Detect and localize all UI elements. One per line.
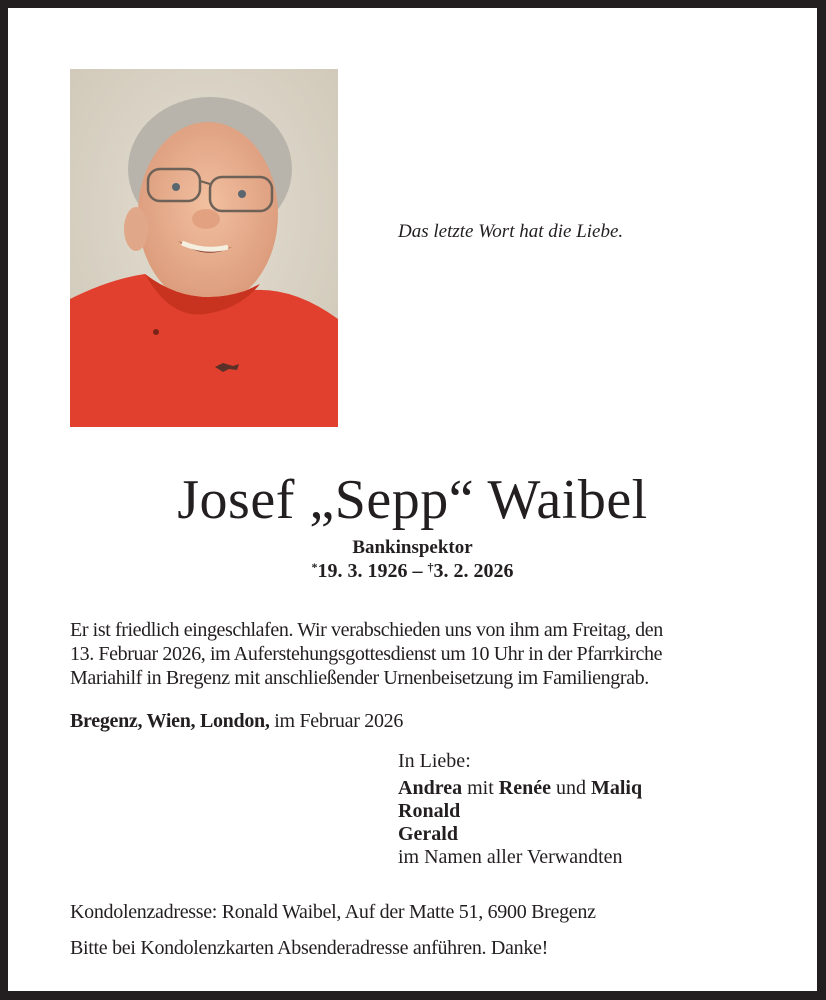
deceased-profession: Bankinspektor — [352, 537, 473, 558]
announcement-line: 13. Februar 2026, im Auferstehungsgottesdienst um 10 Uhr in der Pfarrkirche — [70, 643, 663, 665]
birth-star-icon: * — [311, 560, 318, 574]
mourners-closing: im Namen aller Verwandten — [398, 846, 623, 868]
announcement-line: Er ist friedlich eingeschlafen. Wir verabschieden uns von ihm am Freitag, den — [70, 619, 663, 641]
mourner-name: Gerald — [398, 823, 458, 845]
connector-word: und — [550, 777, 591, 799]
portrait-photo — [70, 69, 338, 427]
death-cross-icon: † — [427, 560, 434, 574]
month-year: im Februar 2026 — [269, 710, 404, 732]
portrait-illustration — [70, 69, 338, 427]
mourner-name: Andrea — [398, 777, 463, 799]
birth-date: 19. 3. 1926 — [317, 560, 408, 582]
mourners-block — [398, 750, 642, 869]
deceased-name: Josef „Sepp“ Waibel — [177, 469, 648, 531]
obituary-page — [8, 8, 817, 991]
mourners-intro: In Liebe: — [398, 750, 471, 772]
mourners-line — [398, 823, 642, 846]
condolence-request: Bitte bei Kondolenzkarten Absenderadresse anführen. Danke! — [70, 937, 548, 959]
motto-quote: Das letzte Wort hat die Liebe. — [398, 221, 624, 242]
life-dates — [8, 560, 817, 583]
place-and-date — [70, 710, 403, 733]
condolence-address: Kondolenzadresse: Ronald Waibel, Auf der Matte 51, 6900 Bregenz — [70, 901, 596, 923]
mourner-name: Ronald — [398, 800, 461, 822]
connector-word: mit — [462, 777, 499, 799]
death-date: 3. 2. 2026 — [433, 560, 514, 582]
date-separator: – — [407, 560, 428, 582]
mourners-line — [398, 800, 642, 823]
announcement-line: Mariahilf in Bregenz mit anschließender Urnenbeisetzung im Familiengrab. — [70, 667, 649, 689]
announcement-text — [70, 618, 770, 690]
mourner-name: Maliq — [590, 777, 643, 799]
places: Bregenz, Wien, London, — [70, 710, 270, 732]
mourner-name: Renée — [498, 777, 551, 799]
mourners-line — [398, 777, 642, 800]
